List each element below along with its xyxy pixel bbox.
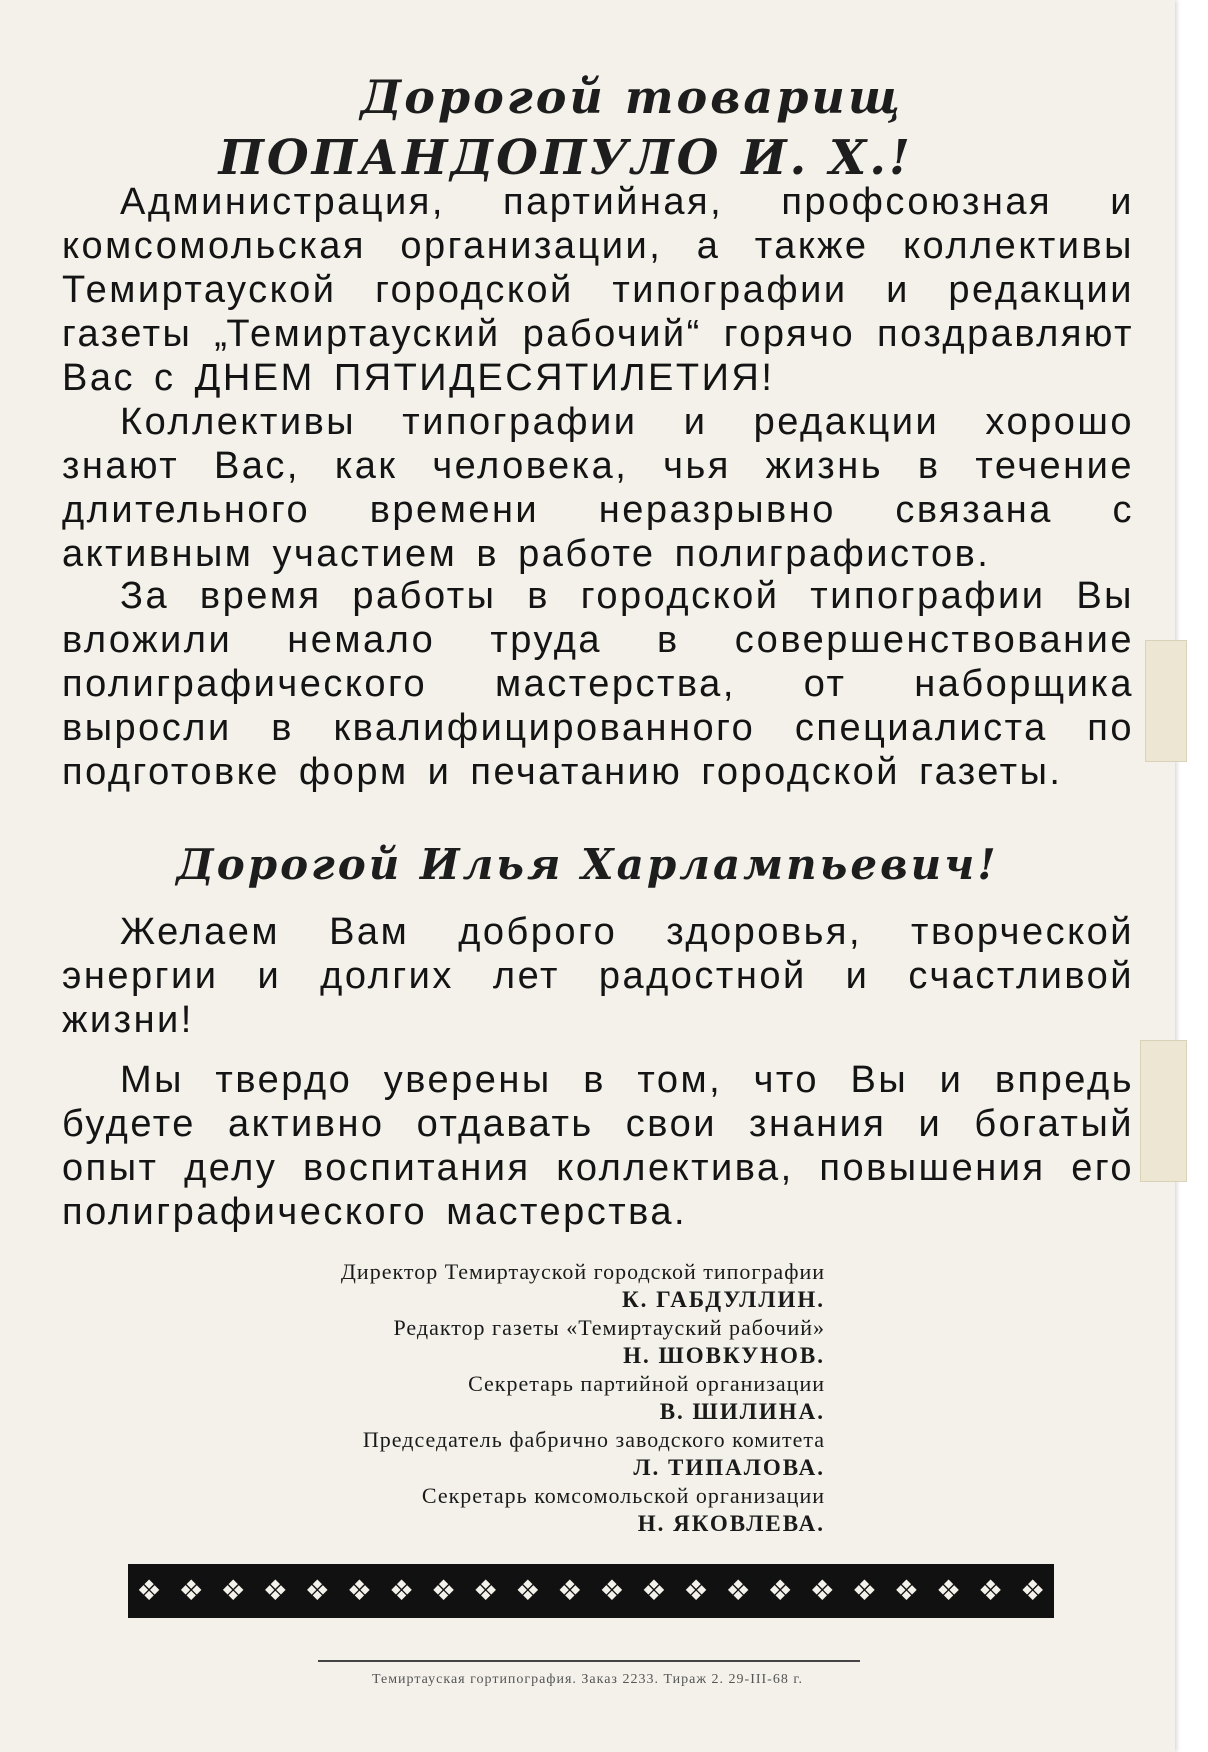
ornament-motif-icon: ❖ [515,1575,541,1606]
ornament-border [128,1564,1054,1618]
ornament-motif-icon: ❖ [851,1575,877,1606]
signatory-role: Председатель фабрично заводского комитета [362,1427,825,1452]
ornament-motif-icon: ❖ [346,1575,372,1606]
divider [318,1660,860,1662]
signature-block [125,1258,825,1538]
signatory-name: В. ШИЛИНА. [659,1399,825,1424]
signatory-name: Л. ТИПАЛОВА. [633,1455,825,1480]
print-imprint: Темиртауская гортипография. Заказ 2233. Тираж 2. 29-III-68 г. [371,1672,804,1687]
paragraph-career: За время работы в городской типографии Вы вложили немало труда в совершенствование полиграфического мастерства, от наборщика выросли в квалифицированного специалиста по подготовке форм и печатанию городской газеты. [62,575,1134,793]
signatory-name: К. ГАБДУЛЛИН. [621,1287,825,1312]
signatory-name: Н. ШОВКУНОВ. [623,1343,825,1368]
ornament-motif-icon: ❖ [304,1575,330,1606]
ornament-motif-icon: ❖ [431,1575,457,1606]
ornament-motif-icon: ❖ [178,1575,204,1606]
ornament-motif-icon: ❖ [220,1575,246,1606]
paper-tab [1145,640,1187,762]
ornament-motif-icon: ❖ [1020,1575,1046,1606]
ornament-motif-icon: ❖ [599,1575,625,1606]
ornament-motif-icon: ❖ [641,1575,667,1606]
heading-line-1: Дорогой товарищ [360,70,903,124]
ornament-motif-icon: ❖ [683,1575,709,1606]
signatory-role: Директор Темиртауской городской типографии [340,1259,825,1284]
ornament-motif-icon: ❖ [935,1575,962,1606]
ornament-motif-icon: ❖ [557,1575,583,1606]
ornament-motif-icon: ❖ [136,1575,162,1606]
paragraph-wishes: Желаем Вам доброго здоровья, творческой энергии и долгих лет радостной и счастливой жизни! [62,911,1134,1041]
paper-tab [1140,1040,1187,1182]
signatory-role: Секретарь партийной организации [468,1371,825,1396]
ornament-motif-icon: ❖ [809,1575,835,1606]
signatory-role: Секретарь комсомольской организации [421,1483,825,1508]
signatory-name: Н. ЯКОВЛЕВА. [637,1511,825,1536]
ornament-motif-icon: ❖ [473,1575,499,1606]
signatory-role: Редактор газеты «Темиртауский рабочий» [393,1315,825,1340]
salutation: Дорогой Илья Харлампьевич! [176,840,999,889]
ornament-motif-icon: ❖ [978,1575,1004,1606]
ornament-motif-icon: ❖ [262,1575,288,1606]
heading-line-2: ПОПАНДОПУЛО И. Х.! [218,130,913,186]
ornament-motif-icon: ❖ [388,1575,415,1606]
paragraph-confidence: Мы твердо уверены в том, что Вы и впредь будете активно отдавать свои знания и богатый опыт делу воспитания коллектива, повышения его полиграфического мастерства. [62,1059,1134,1233]
ornament-motif-icon: ❖ [767,1575,793,1606]
ornament-motif-icon: ❖ [893,1575,919,1606]
paragraph-congratulation: Администрация, партийная, профсоюзная и комсомольская организации, а также коллективы Темиртауской городской типографии и редакции газеты „Темиртауский рабочий“ горячо поздравляют Вас с ДНЕМ ПЯТИДЕСЯТИЛЕТИЯ! [62,181,1134,399]
paragraph-colleagues: Коллективы типографии и редакции хорошо знают Вас, как человека, чья жизнь в течение длительного времени неразрывно связана с активным участием в работе полиграфистов. [62,401,1134,575]
ornament-motif-icon: ❖ [725,1575,751,1606]
